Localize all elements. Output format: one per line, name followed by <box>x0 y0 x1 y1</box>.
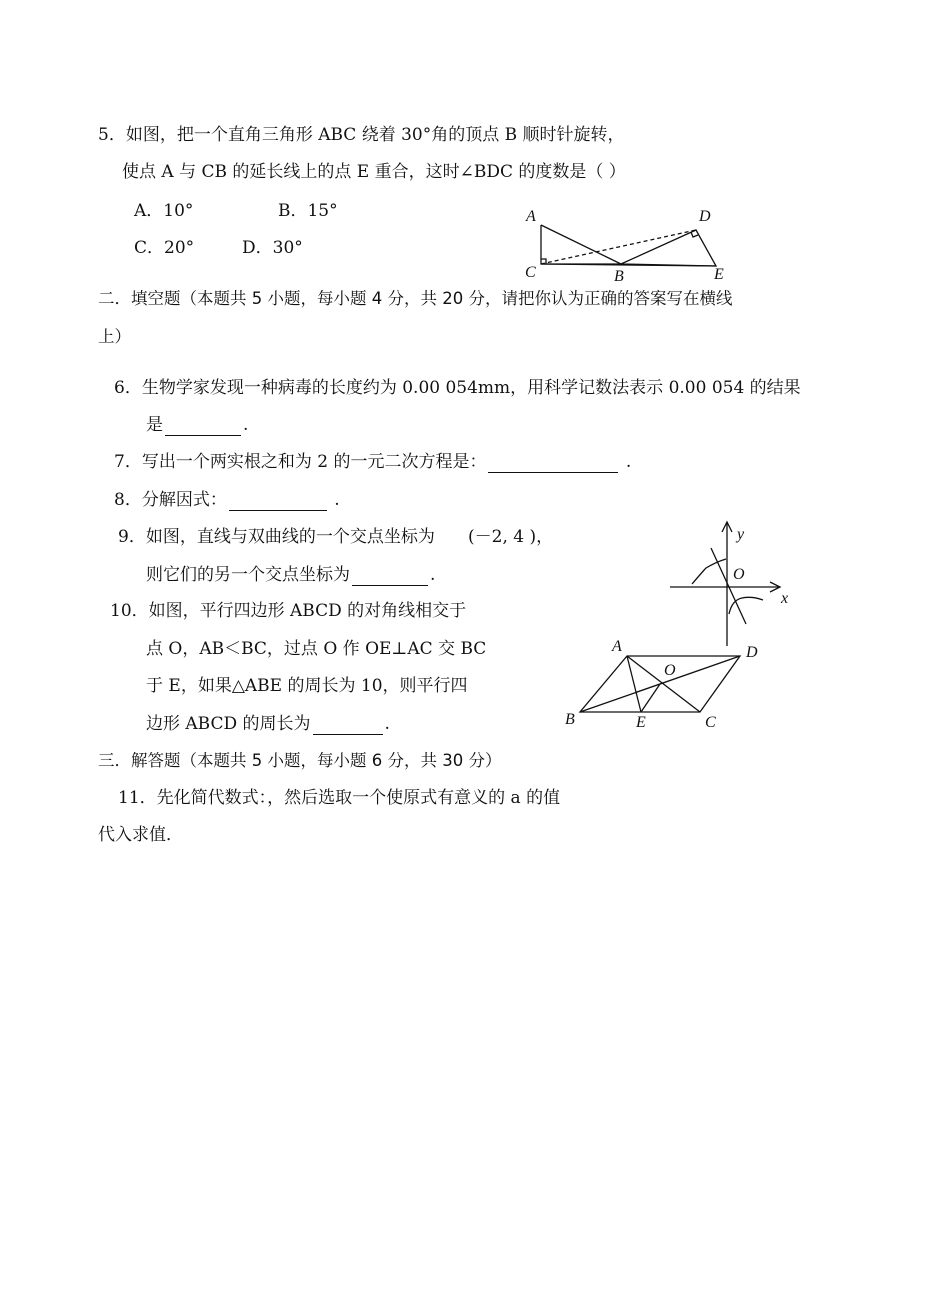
q6-line1: 6．生物学家发现一种病毒的长度约为 0.00 054mm，用科学记数法表示 0.00 054 的结果 <box>114 378 801 398</box>
q8-text: 8．分解因式： <box>114 490 227 510</box>
q6-period: . <box>243 415 249 435</box>
q7-period: . <box>625 452 632 472</box>
q5-label-c: C <box>525 264 536 281</box>
section2-heading-cont: 上） <box>98 327 131 346</box>
q9-period: . <box>430 565 436 585</box>
q10-period: . <box>384 714 390 734</box>
q10-line3: 于 E，如果△ABE 的周长为 10，则平行四 <box>146 676 468 696</box>
q10-label-d: D <box>746 644 758 661</box>
q7-text: 7．写出一个两实根之和为 2 的一元二次方程是： <box>114 452 487 472</box>
q6-answer-blank[interactable] <box>165 417 241 436</box>
q7-answer-blank[interactable] <box>488 454 618 473</box>
q9-answer-blank[interactable] <box>352 567 428 586</box>
q9-line2 <box>146 564 435 586</box>
q10-line4 <box>146 713 390 735</box>
q5-label-e: E <box>714 266 724 283</box>
q5-option-c: C．20° <box>134 238 195 258</box>
q10-label-b: B <box>565 711 575 728</box>
q5-label-b: B <box>614 268 624 285</box>
q10-line1: 10．如图，平行四边形 ABCD 的对角线相交于 <box>110 601 467 621</box>
q9-point: (－2, 4 )， <box>468 527 554 547</box>
q10-prefix: 边形 ABCD 的周长为 <box>146 714 311 734</box>
section3-heading: 三．解答题（本题共 5 小题，每小题 6 分，共 30 分） <box>98 751 502 770</box>
q9-label-x: x <box>781 590 789 607</box>
q11-line2: 代入求值． <box>98 825 183 845</box>
q10-label-a: A <box>612 638 622 655</box>
q10-answer-blank[interactable] <box>313 716 383 735</box>
q5-option-a: A．10° <box>134 201 194 221</box>
q5-label-a: A <box>526 208 536 225</box>
q9-line1: 9．如图，直线与双曲线的一个交点坐标为 <box>118 527 435 547</box>
q8-period: . <box>334 490 340 510</box>
q8-answer-blank[interactable] <box>229 492 327 511</box>
q10-label-e: E <box>636 714 646 731</box>
q5-line1: 5．如图，把一个直角三角形 ABC 绕着 30°角的顶点 B 顺时针旋转， <box>98 125 625 145</box>
section2-heading: 二．填空题（本题共 5 小题，每小题 4 分，共 20 分，请把你认为正确的答案写在横线 <box>98 289 733 308</box>
q9-label-y: y <box>737 526 745 543</box>
q10-label-c: C <box>705 714 716 731</box>
q8-line <box>114 489 340 511</box>
q5-option-d: D．30° <box>242 238 303 258</box>
q5-label-d: D <box>699 208 711 225</box>
q9-label-o: O <box>733 566 745 583</box>
q10-line2: 点 O，AB＜BC，过点 O 作 OE⊥AC 交 BC <box>146 639 487 659</box>
q7-line <box>114 451 631 473</box>
q11-line1: 11．先化简代数式：，然后选取一个使原式有意义的 a 的值 <box>118 788 561 808</box>
q6-prefix: 是 <box>146 415 163 435</box>
q9-prefix: 则它们的另一个交点坐标为 <box>146 565 350 585</box>
q6-line2 <box>146 414 248 436</box>
q5-option-b: B．15° <box>278 201 338 221</box>
q5-line2: 使点 A 与 CB 的延长线上的点 E 重合，这时∠BDC 的度数是（ ） <box>122 162 626 182</box>
q10-label-o: O <box>664 662 676 679</box>
